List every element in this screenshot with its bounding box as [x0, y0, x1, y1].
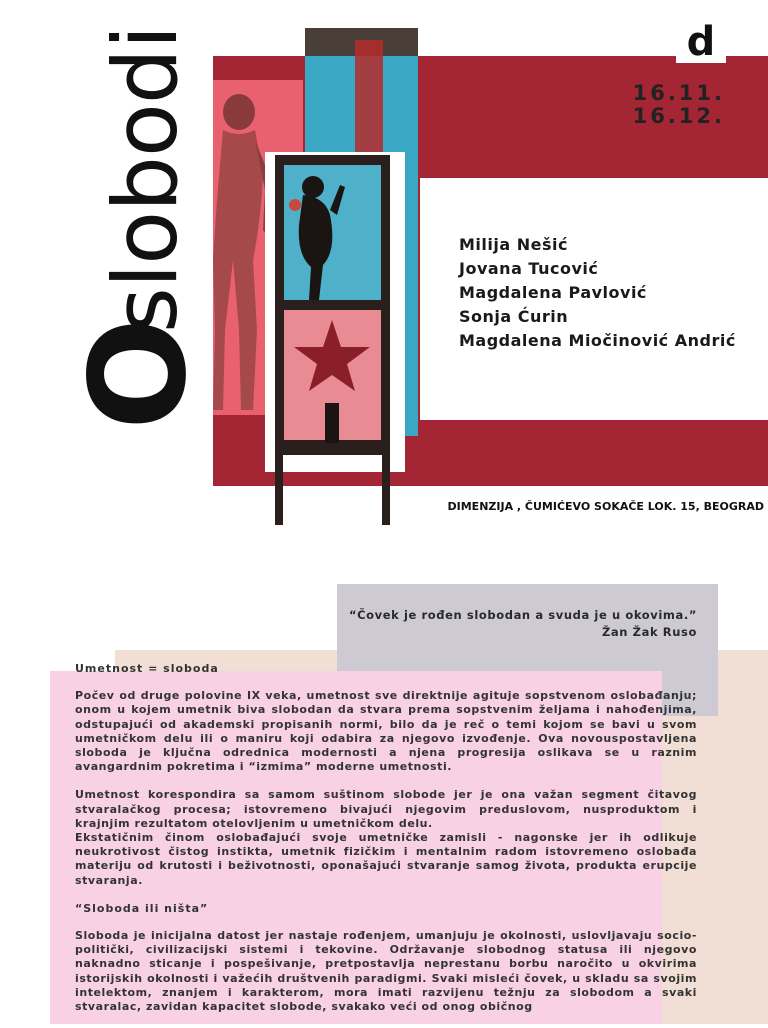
quote-block [340, 607, 697, 641]
logo-box [676, 19, 726, 65]
artist-name: Jovana Tucović [459, 259, 599, 278]
article-paragraph: Počev od druge polovine IX veka, umetnost sve direktnije agituje sopstvenom oslobađanju; onom u kojem umetnik biva slobodan da stvara prema sopstvenim željama i nahođenjima, odstupajući od akademski propisanih normi, bilo da je reč o temi kojom se bavi u svom umetničkom delu ili o maniru koji odabira za njegovo izvođenje. Ova novouspostavljena sloboda je ključna odrednica modernosti a njena progresija oslikava se u raznim avangardnim pokretima i “izmima” moderne umetnosti. [75, 689, 697, 774]
quote-author: Žan Žak Ruso [601, 625, 697, 639]
artist-name: Milija Nešić [459, 235, 568, 254]
artist-name: Magdalena Pavlović [459, 283, 647, 302]
poster-title [62, 25, 216, 475]
title-o: O [62, 317, 216, 430]
article-heading: Umetnost = sloboda [75, 662, 219, 675]
artist-name: Sonja Ćurin [459, 307, 569, 326]
quote-text: “Čovek je rođen slobodan a svuda je u okovima.” [348, 608, 697, 622]
artist-name: Magdalena Miočinović Andrić [459, 331, 736, 350]
title-graphic [62, 25, 216, 475]
article-body [75, 662, 697, 1028]
article-paragraph: Umetnost korespondira sa samom suštinom slobode jer je ona važan segment čitavog stvaralačkog procesa; istovremeno bivajući njegovim preduslovom, nusproduktom i krajnjim rezultatom otelovljenim u umetničkom delu. [75, 788, 697, 830]
date-range [600, 82, 725, 128]
cabinet-drawing [275, 155, 390, 527]
venue-address: DIMENZIJA , ČUMIĆEVO SOKAČE LOK. 15, BEOGRAD [447, 500, 764, 513]
date-end: 16.12. [632, 104, 725, 128]
artist-list [459, 233, 759, 353]
cabinet-sculpture [275, 155, 390, 527]
article-heading: “Sloboda ili ništa” [75, 901, 209, 915]
article-paragraph: Ekstatičnim činom oslobađajući svoje umetničke zamisli - nagonske jer ih odlikuje neukrotivost čistog instikta, umetnik fizičkim i mentalnim radom istovremeno oslobađa materiju od krutosti i beživotnosti, oponašajući stvaranje samog života, produkta erupcije stvaranja. [75, 831, 697, 887]
logo-mark: d [686, 19, 716, 65]
date-start: 16.11. [632, 81, 725, 105]
title-slobodi: slobodi [94, 25, 197, 333]
article-paragraph: Sloboda je inicijalna datost jer nastaje rođenjem, umanjuju je okolnosti, uslovljavaju socio- politički, civilizacijski sistemi i tekovine. Održavanje slobodnog statusa ili njegovo naknadno sticanje i pospešivanje, pretpostavlja neprestanu borbu naročito u okvirima istorijskih okolnosti i važećih društvenih paradigmi. Svaki misleći čovek, u skladu sa svojim intelektom, znanjem i karakterom, mora imati razvijenu težnju za slobodom a svaki stvaralac, zavidan kapacitet slobode, svakako veći od onog običnog [75, 929, 697, 1014]
white-block-top [213, 0, 305, 56]
